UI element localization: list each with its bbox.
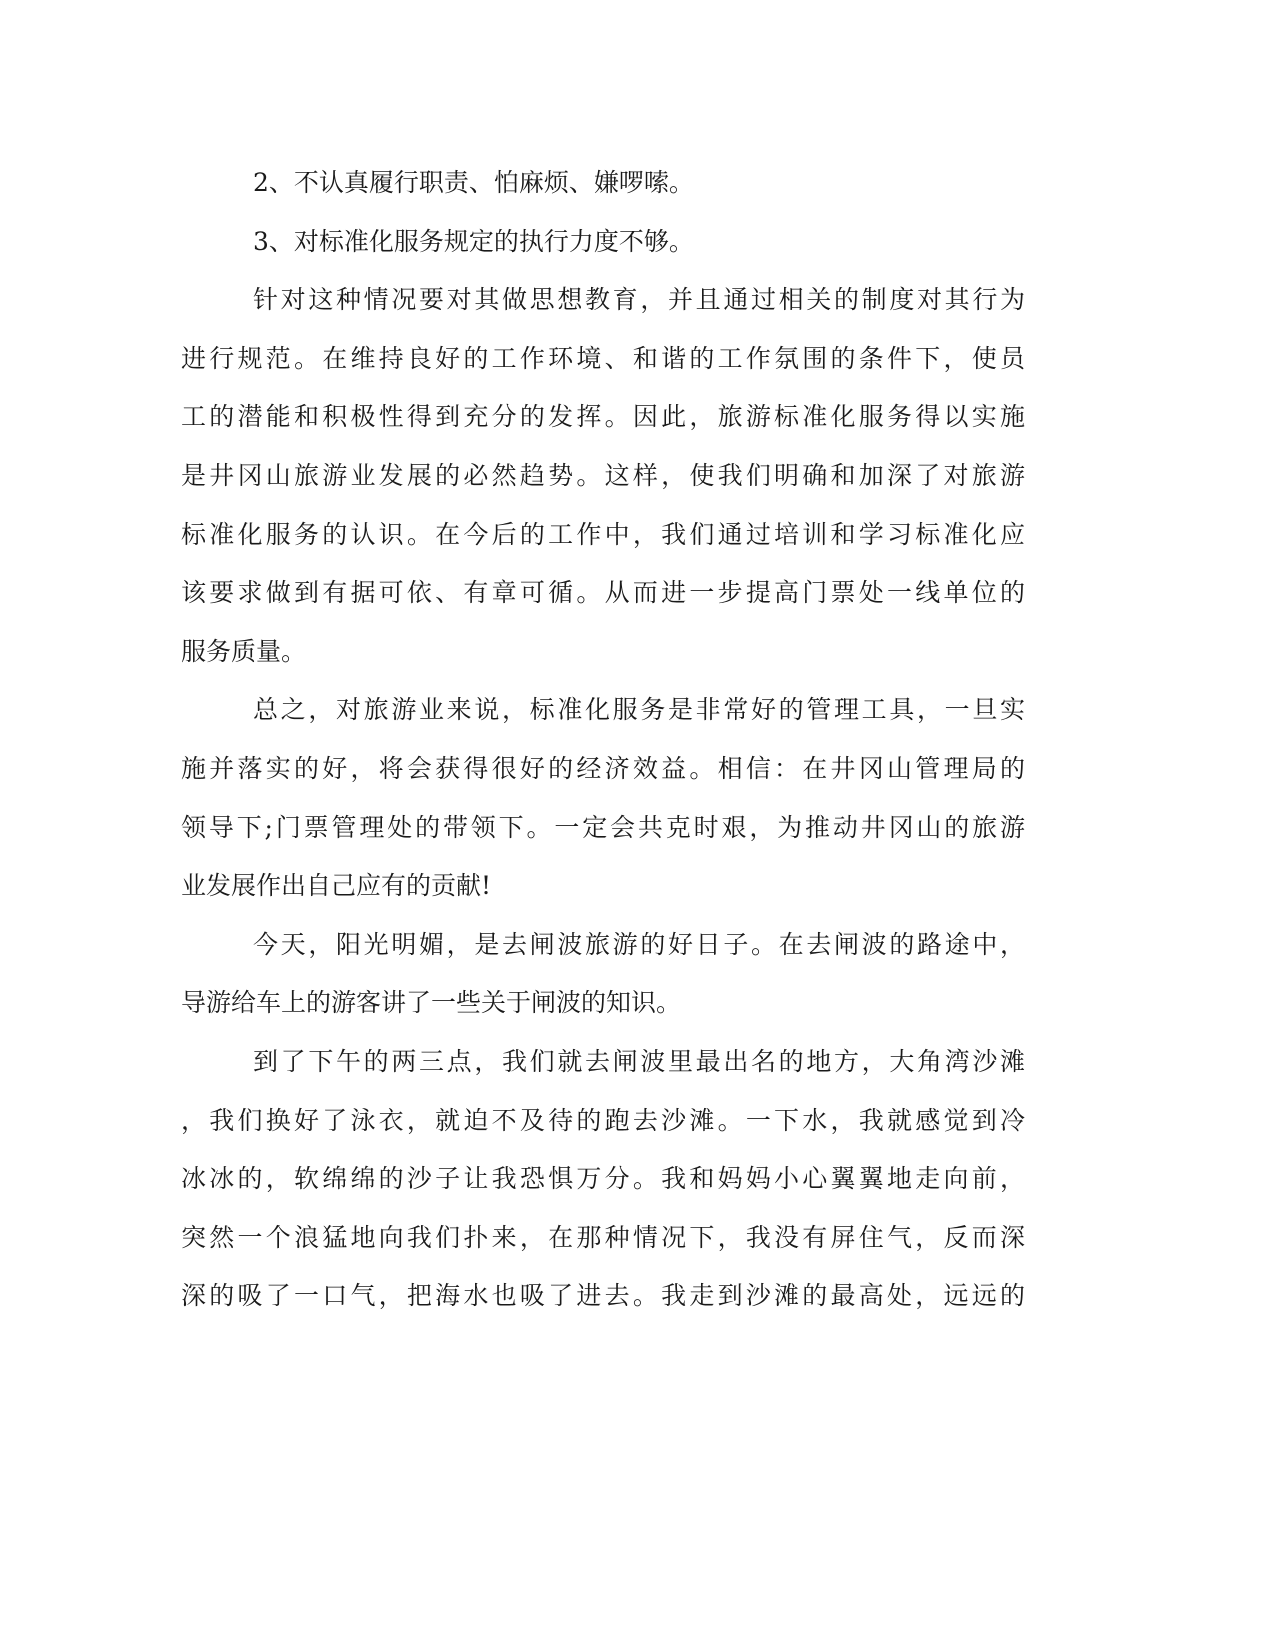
text-line: 2、不认真履行职责、怕麻烦、嫌啰嗦。 xyxy=(253,168,694,197)
text-line: 施并落实的好，将会获得很好的经济效益。相信：在井冈山管理局的 xyxy=(181,753,1025,783)
text-line: 是井冈山旅游业发展的必然趋势。这样，使我们明确和加深了对旅游 xyxy=(181,460,1025,490)
text-line: 针对这种情况要对其做思想教育，并且通过相关的制度对其行为 xyxy=(253,285,1025,315)
text-line: 深的吸了一口气，把海水也吸了进去。我走到沙滩的最高处，远远的 xyxy=(181,1281,1025,1311)
text-line: 突然一个浪猛地向我们扑来，在那种情况下，我没有屏住气，反而深 xyxy=(181,1222,1025,1252)
text-line: 该要求做到有据可依、有章可循。从而进一步提高门票处一线单位的 xyxy=(181,578,1025,608)
text-line: 到了下午的两三点，我们就去闸波里最出名的地方，大角湾沙滩 xyxy=(253,1046,1025,1076)
text-line: ，我们换好了泳衣，就迫不及待的跑去沙滩。一下水，我就感觉到冷 xyxy=(181,1105,1025,1135)
text-line: 冰冰的，软绵绵的沙子让我恐惧万分。我和妈妈小心翼翼地走向前， xyxy=(181,1164,1025,1194)
document-page xyxy=(181,164,1025,1336)
text-line: 进行规范。在维持良好的工作环境、和谐的工作氛围的条件下，使员 xyxy=(181,343,1025,373)
text-line: 标准化服务的认识。在今后的工作中，我们通过培训和学习标准化应 xyxy=(181,519,1025,549)
text-line: 总之，对旅游业来说，标准化服务是非常好的管理工具，一旦实 xyxy=(253,695,1025,725)
text-line: 3、对标准化服务规定的执行力度不够。 xyxy=(253,226,694,256)
text-line: 工的潜能和积极性得到充分的发挥。因此，旅游标准化服务得以实施 xyxy=(181,402,1025,432)
text-line: 导游给车上的游客讲了一些关于闸波的知识。 xyxy=(181,988,682,1018)
text-line: 今天，阳光明媚，是去闸波旅游的好日子。在去闸波的路途中， xyxy=(253,929,1025,959)
text-line: 服务质量。 xyxy=(181,636,307,666)
text-line: 领导下;门票管理处的带领下。一定会共克时艰，为推动井冈山的旅游 xyxy=(181,812,1025,842)
text-line: 业发展作出自己应有的贡献! xyxy=(181,871,492,901)
